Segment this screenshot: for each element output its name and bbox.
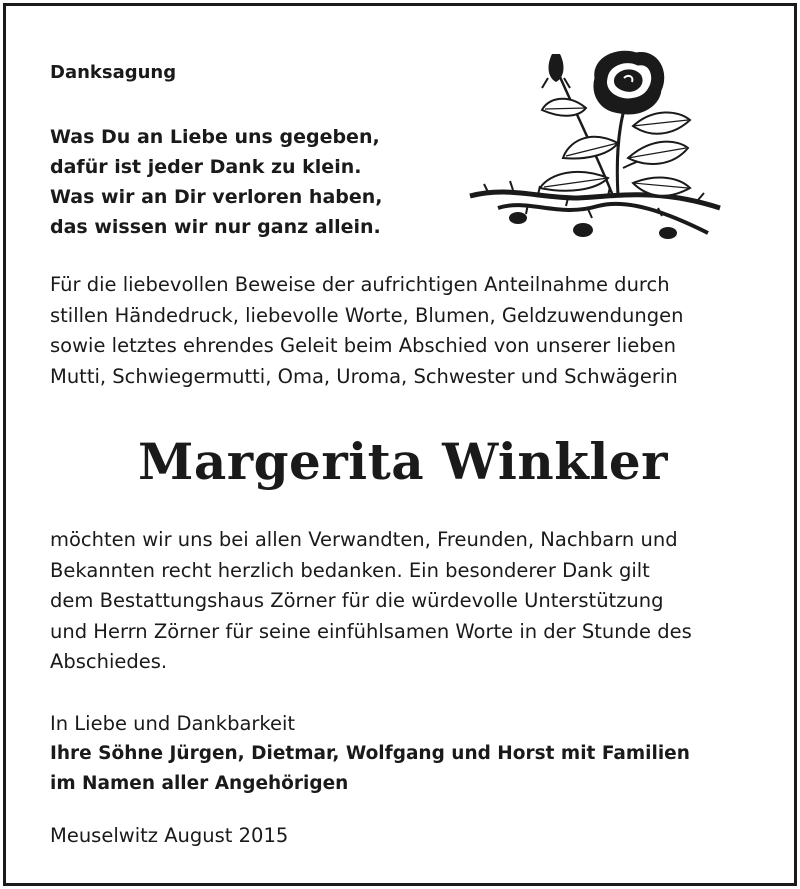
text-line: dem Bestattungshaus Zörner für die würdevolle Unterstützung xyxy=(50,589,664,612)
signature-line: Ihre Söhne Jürgen, Dietmar, Wolfgang und Horst mit Familien xyxy=(50,743,690,764)
text-line: Mutti, Schwiegermutti, Oma, Uroma, Schwester und Schwägerin xyxy=(50,364,678,388)
text-line: Für die liebevollen Beweise der aufrichtigen Anteilnahme durch xyxy=(50,273,670,296)
text-line: Abschiedes. xyxy=(50,650,168,673)
signature-line: im Namen aller Angehörigen xyxy=(50,773,349,794)
place-date: Meuselwitz August 2015 xyxy=(50,824,289,847)
signature-block xyxy=(50,739,690,799)
deceased-name: Margerita Winkler xyxy=(137,432,668,491)
poem xyxy=(50,122,383,242)
poem-line: Was Du an Liebe uns gegeben, xyxy=(50,126,380,148)
rose-illustration xyxy=(468,48,723,248)
poem-line: das wissen wir nur ganz allein. xyxy=(50,216,381,238)
text-line: und Herrn Zörner für seine einfühlsamen Worte in der Stunde des xyxy=(50,619,692,643)
text-line: Bekannten recht herzlich bedanken. Ein besonderer Dank gilt xyxy=(50,558,650,582)
text-line: sowie letztes ehrendes Geleit beim Abschied von unserer lieben xyxy=(50,334,676,357)
notice-frame xyxy=(3,3,797,886)
thanks-paragraph-1 xyxy=(50,270,760,392)
poem-line: Was wir an Dir verloren haben, xyxy=(50,186,383,208)
text-line: stillen Händedruck, liebevolle Worte, Blumen, Geldzuwendungen xyxy=(50,303,684,327)
notice-heading: Danksagung xyxy=(50,62,177,83)
text-line: möchten wir uns bei allen Verwandten, Freunden, Nachbarn und xyxy=(50,528,678,551)
thanks-paragraph-2 xyxy=(50,525,760,678)
poem-line: dafür ist jeder Dank zu klein. xyxy=(50,156,362,178)
closing-line: In Liebe und Dankbarkeit xyxy=(50,712,296,735)
